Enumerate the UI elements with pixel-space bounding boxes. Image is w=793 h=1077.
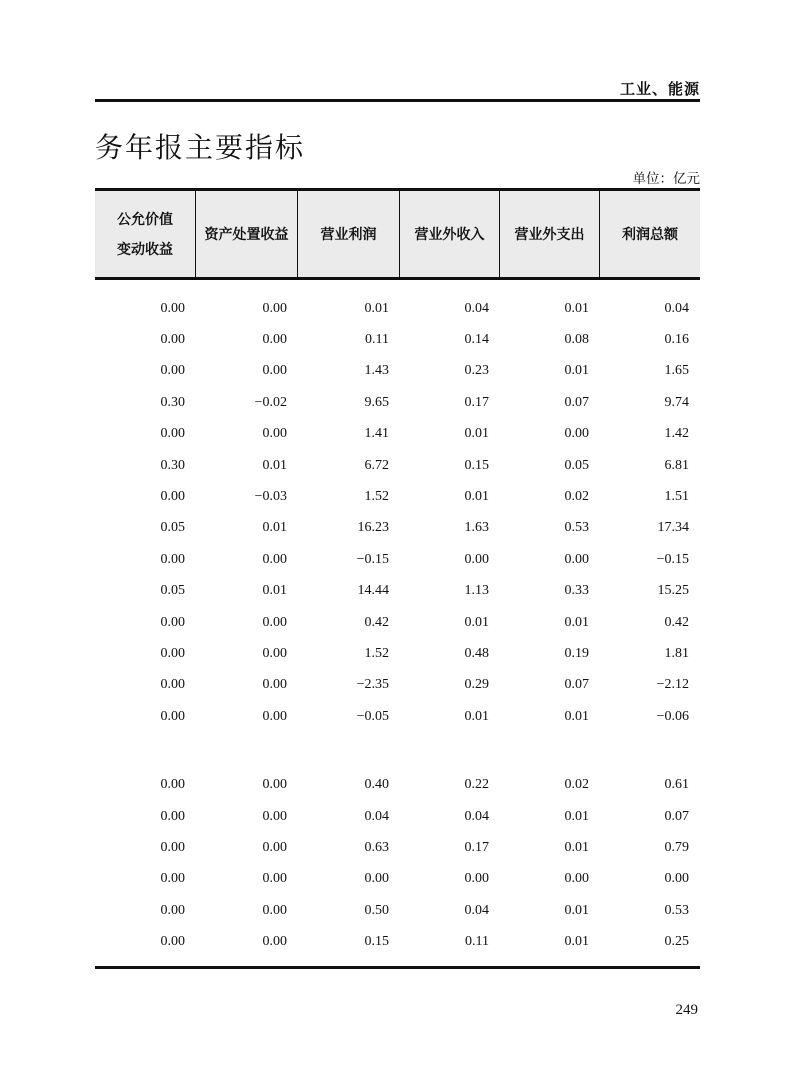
table-cell: 0.00 bbox=[364, 871, 389, 887]
table-cell: 0.00 bbox=[464, 871, 489, 887]
table-cell: 0.00 bbox=[262, 614, 287, 630]
table-cell: 0.00 bbox=[564, 871, 589, 887]
table-cell: 17.34 bbox=[657, 520, 689, 536]
table-row bbox=[95, 450, 700, 481]
table-row bbox=[95, 701, 700, 732]
table-cell: 0.00 bbox=[160, 363, 185, 379]
table-cell: 1.43 bbox=[364, 363, 389, 379]
table-row bbox=[95, 864, 700, 895]
table-cell: 0.00 bbox=[262, 332, 287, 348]
column-header-non-operating-expense bbox=[500, 191, 600, 277]
table-cell: 0.17 bbox=[464, 839, 489, 855]
table-cell: 0.11 bbox=[465, 934, 489, 950]
table-cell: −0.15 bbox=[356, 551, 389, 567]
table-row bbox=[95, 356, 700, 387]
table-cell: 0.50 bbox=[364, 902, 389, 918]
table-cell: 6.81 bbox=[664, 457, 689, 473]
table-cell: 9.74 bbox=[664, 394, 689, 410]
table-cell: 0.01 bbox=[464, 426, 489, 442]
table-row bbox=[95, 293, 700, 324]
table-cell: 0.00 bbox=[262, 645, 287, 661]
table-cell: −0.15 bbox=[656, 551, 689, 567]
column-header-operating-profit bbox=[298, 191, 400, 277]
table-cell: 0.02 bbox=[564, 489, 589, 505]
table-cell: −2.35 bbox=[356, 677, 389, 693]
table-cell: 0.01 bbox=[262, 520, 287, 536]
table-cell: 0.01 bbox=[564, 300, 589, 316]
table-cell: 0.02 bbox=[564, 777, 589, 793]
table-cell: 0.01 bbox=[564, 934, 589, 950]
table-cell: 0.04 bbox=[664, 300, 689, 316]
table-cell: −0.06 bbox=[656, 708, 689, 724]
table-cell: 0.16 bbox=[664, 332, 689, 348]
table-cell: 0.01 bbox=[262, 583, 287, 599]
section-header: 工业、能源 bbox=[619, 81, 700, 98]
table-cell: 0.01 bbox=[262, 457, 287, 473]
header-rule bbox=[95, 99, 700, 102]
table-cell: 0.00 bbox=[262, 300, 287, 316]
table-cell: 0.53 bbox=[664, 902, 689, 918]
table-cell: 1.41 bbox=[364, 426, 389, 442]
table-cell: 0.00 bbox=[160, 489, 185, 505]
table-cell: 0.42 bbox=[664, 614, 689, 630]
table-cell: 0.00 bbox=[160, 708, 185, 724]
table-cell: 0.14 bbox=[464, 332, 489, 348]
unit-label: 单位：亿元 bbox=[632, 171, 700, 186]
table-row bbox=[95, 926, 700, 957]
table-row bbox=[95, 387, 700, 418]
table-cell: 0.00 bbox=[160, 871, 185, 887]
table-cell: 0.00 bbox=[160, 677, 185, 693]
table-row bbox=[95, 607, 700, 638]
column-header-line: 资产处置收益 bbox=[204, 225, 289, 242]
table-cell: 0.29 bbox=[464, 677, 489, 693]
indicators-table bbox=[95, 188, 700, 969]
table-cell: 0.25 bbox=[664, 934, 689, 950]
table-cell: 0.00 bbox=[262, 708, 287, 724]
table-cell: 0.15 bbox=[464, 457, 489, 473]
table-cell: 0.00 bbox=[160, 426, 185, 442]
table-cell: 0.05 bbox=[160, 520, 185, 536]
table-cell: −0.05 bbox=[356, 708, 389, 724]
table-row bbox=[95, 670, 700, 701]
column-header-non-operating-income bbox=[400, 191, 500, 277]
table-cell: 0.05 bbox=[564, 457, 589, 473]
table-cell: 0.53 bbox=[564, 520, 589, 536]
table-cell: 0.01 bbox=[564, 902, 589, 918]
column-header-line: 营业外支出 bbox=[514, 225, 585, 242]
column-header-line: 公允价值 bbox=[117, 210, 173, 227]
table-cell: 0.17 bbox=[464, 394, 489, 410]
table-cell: 0.04 bbox=[364, 808, 389, 824]
table-cell: 0.00 bbox=[160, 839, 185, 855]
table-cell: 0.00 bbox=[262, 426, 287, 442]
table-cell: 0.00 bbox=[160, 777, 185, 793]
table-cell: 0.79 bbox=[664, 839, 689, 855]
table-cell: 0.01 bbox=[464, 708, 489, 724]
column-header-asset-disposal-income bbox=[196, 191, 298, 277]
table-cell: −0.02 bbox=[254, 394, 287, 410]
table-row bbox=[95, 419, 700, 450]
table-cell: 0.07 bbox=[664, 808, 689, 824]
table-cell: 0.15 bbox=[364, 934, 389, 950]
table-row bbox=[95, 576, 700, 607]
table-cell: 0.00 bbox=[262, 871, 287, 887]
table-cell: 0.05 bbox=[160, 583, 185, 599]
table-cell: 0.40 bbox=[364, 777, 389, 793]
table-cell: 0.23 bbox=[464, 363, 489, 379]
table-row bbox=[95, 324, 700, 355]
column-header-total-profit bbox=[600, 191, 700, 277]
column-header-line: 营业外收入 bbox=[414, 225, 485, 242]
table-cell: 0.00 bbox=[160, 300, 185, 316]
table-cell: 0.00 bbox=[262, 777, 287, 793]
table-cell: 1.52 bbox=[364, 489, 389, 505]
table-cell: 0.01 bbox=[464, 489, 489, 505]
table-cell: 0.08 bbox=[564, 332, 589, 348]
table-cell: 1.63 bbox=[464, 520, 489, 536]
table-cell: 1.42 bbox=[664, 426, 689, 442]
table-body bbox=[95, 280, 700, 969]
table-cell: 16.23 bbox=[357, 520, 389, 536]
table-cell: 0.61 bbox=[664, 777, 689, 793]
table-cell: 9.65 bbox=[364, 394, 389, 410]
table-cell: 0.00 bbox=[160, 614, 185, 630]
table-cell: 14.44 bbox=[357, 583, 389, 599]
table-cell: 0.00 bbox=[160, 902, 185, 918]
table-cell: 0.48 bbox=[464, 645, 489, 661]
table-row bbox=[95, 481, 700, 512]
table-cell: 1.52 bbox=[364, 645, 389, 661]
column-header-fair-value-change-income bbox=[95, 191, 196, 277]
table-cell: 0.22 bbox=[464, 777, 489, 793]
column-header-line: 营业利润 bbox=[320, 225, 377, 242]
table-cell: 0.00 bbox=[262, 363, 287, 379]
column-header-line: 利润总额 bbox=[622, 225, 678, 242]
table-cell: 0.00 bbox=[160, 645, 185, 661]
table-cell: 6.72 bbox=[364, 457, 389, 473]
table-cell: 0.33 bbox=[564, 583, 589, 599]
table-cell: 0.01 bbox=[564, 839, 589, 855]
table-row bbox=[95, 801, 700, 832]
table-cell: 0.30 bbox=[160, 394, 185, 410]
table-cell: 0.01 bbox=[564, 808, 589, 824]
table-cell: 0.00 bbox=[262, 902, 287, 918]
table-cell: 0.01 bbox=[564, 363, 589, 379]
table-cell: 0.00 bbox=[160, 934, 185, 950]
table-cell: 1.81 bbox=[664, 645, 689, 661]
row-group-gap bbox=[95, 732, 700, 769]
table-cell: 0.04 bbox=[464, 808, 489, 824]
table-cell: 1.65 bbox=[664, 363, 689, 379]
table-cell: 0.07 bbox=[564, 677, 589, 693]
table-row bbox=[95, 895, 700, 926]
table-cell: 0.00 bbox=[262, 677, 287, 693]
table-cell: 0.00 bbox=[564, 551, 589, 567]
table-cell: 0.00 bbox=[664, 871, 689, 887]
table-cell: 0.00 bbox=[262, 839, 287, 855]
table-cell: 0.04 bbox=[464, 902, 489, 918]
table-cell: 0.07 bbox=[564, 394, 589, 410]
page-number: 249 bbox=[675, 1002, 698, 1018]
table-cell: 15.25 bbox=[657, 583, 689, 599]
table-cell: 0.00 bbox=[262, 551, 287, 567]
table-cell: 0.00 bbox=[262, 808, 287, 824]
column-header-line: 变动收益 bbox=[117, 241, 173, 257]
table-cell: 0.30 bbox=[160, 457, 185, 473]
table-cell: 0.11 bbox=[365, 332, 389, 348]
table-header-row bbox=[95, 188, 700, 280]
table-cell: 0.00 bbox=[160, 332, 185, 348]
table-cell: 1.51 bbox=[664, 489, 689, 505]
table-cell: 0.00 bbox=[262, 934, 287, 950]
table-row bbox=[95, 769, 700, 800]
table-cell: 0.63 bbox=[364, 839, 389, 855]
table-cell: −2.12 bbox=[656, 677, 689, 693]
table-cell: 0.00 bbox=[464, 551, 489, 567]
table-cell: 0.01 bbox=[364, 300, 389, 316]
table-cell: 0.19 bbox=[564, 645, 589, 661]
table-cell: −0.03 bbox=[254, 489, 287, 505]
table-cell: 0.42 bbox=[364, 614, 389, 630]
table-cell: 0.01 bbox=[564, 708, 589, 724]
table-cell: 0.00 bbox=[160, 808, 185, 824]
table-row bbox=[95, 544, 700, 575]
table-row bbox=[95, 513, 700, 544]
table-cell: 0.00 bbox=[564, 426, 589, 442]
table-cell: 0.01 bbox=[464, 614, 489, 630]
table-cell: 0.00 bbox=[160, 551, 185, 567]
table-cell: 0.01 bbox=[564, 614, 589, 630]
table-cell: 0.04 bbox=[464, 300, 489, 316]
table-row bbox=[95, 832, 700, 863]
table-cell: 1.13 bbox=[464, 583, 489, 599]
page-title: 务年报主要指标 bbox=[95, 133, 306, 164]
table-row bbox=[95, 638, 700, 669]
